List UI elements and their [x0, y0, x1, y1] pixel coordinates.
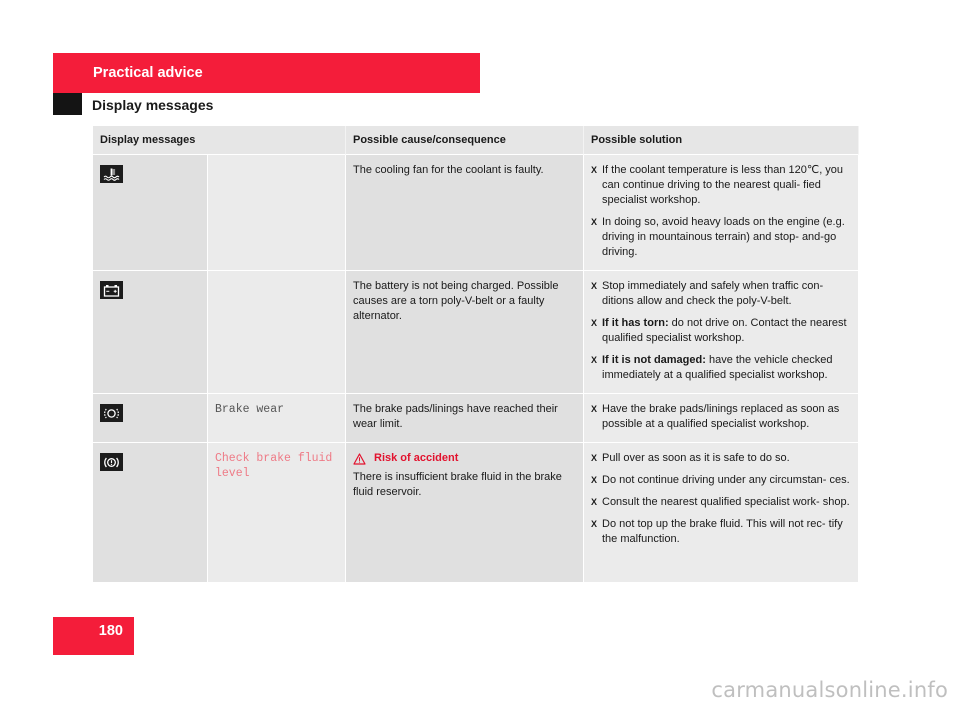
solution-cell [584, 155, 859, 271]
battery-icon [100, 281, 123, 299]
solution-cell [584, 271, 859, 394]
arrow-icon: X [591, 519, 598, 529]
arrow-icon: X [591, 165, 598, 175]
column-header-solution: Possible solution [584, 126, 859, 155]
icon-cell [93, 155, 208, 271]
display-text-cell [208, 271, 346, 394]
arrow-icon: X [591, 318, 598, 328]
watermark: carmanualsonline.info [711, 678, 948, 702]
solution-item: X If it has torn: do not drive on. Contact the nearest qualified specialist workshop. [591, 317, 847, 344]
section-header [53, 53, 480, 93]
cause-cell: The battery is not being charged. Possible causes are a torn poly-V-belt or a faulty alternator. [346, 271, 584, 394]
solution-item: X If it is not damaged: have the vehicle checked immediately at a qualified specialist workshop. [591, 354, 833, 381]
display-messages-table [93, 126, 859, 583]
table-row [93, 443, 859, 583]
table-header-row [93, 126, 859, 155]
icon-cell [93, 271, 208, 394]
display-text-cell: Check brake fluid level [208, 443, 346, 583]
arrow-icon: X [591, 453, 598, 463]
arrow-icon: X [591, 355, 598, 365]
arrow-icon: X [591, 404, 598, 414]
page-number: 180 [53, 617, 134, 655]
display-text-cell: Brake wear [208, 394, 346, 443]
arrow-icon: X [591, 217, 598, 227]
solution-cell [584, 443, 859, 583]
cause-text: There is insufficient brake fluid in the brake fluid reservoir. [353, 471, 562, 498]
table-row [93, 155, 859, 271]
warning-triangle-icon [353, 453, 366, 465]
solution-item: X If the coolant temperature is less than 120℃, you can continue driving to the nearest quali- fied specialist workshop. [591, 164, 844, 206]
coolant-temperature-icon [100, 165, 123, 183]
cause-cell: The cooling fan for the coolant is faulty. [346, 155, 584, 271]
solution-item: X Do not continue driving under any circumstan- ces. [591, 474, 850, 486]
risk-label: Risk of accident [374, 452, 459, 464]
cause-cell [346, 443, 584, 583]
risk-warning [353, 451, 577, 466]
column-header-cause: Possible cause/consequence [346, 126, 584, 155]
cause-cell: The brake pads/linings have reached their wear limit. [346, 394, 584, 443]
brake-wear-icon [100, 404, 123, 422]
solution-item: X Pull over as soon as it is safe to do so. [591, 452, 790, 464]
arrow-icon: X [591, 497, 598, 507]
section-title: Practical advice [93, 65, 203, 81]
header-marker [53, 93, 82, 115]
solution-cell [584, 394, 859, 443]
brake-fluid-icon [100, 453, 123, 471]
icon-cell [93, 394, 208, 443]
column-header-display-messages: Display messages [93, 126, 346, 155]
table-row [93, 394, 859, 443]
solution-item: X Stop immediately and safely when traffic con- ditions allow and check the poly-V-belt. [591, 280, 824, 307]
solution-item: X In doing so, avoid heavy loads on the engine (e.g. driving in mountainous terrain) and stop- and-go driving. [591, 216, 845, 258]
subsection-title: Display messages [92, 97, 214, 113]
solution-item: X Do not top up the brake fluid. This will not rec- tify the malfunction. [591, 518, 843, 545]
display-text-cell [208, 155, 346, 271]
table-row [93, 271, 859, 394]
solution-item: X Have the brake pads/linings replaced as soon as possible at a qualified specialist workshop. [591, 403, 840, 430]
solution-item: X Consult the nearest qualified specialist work- shop. [591, 496, 850, 508]
arrow-icon: X [591, 475, 598, 485]
arrow-icon: X [591, 281, 598, 291]
icon-cell [93, 443, 208, 583]
